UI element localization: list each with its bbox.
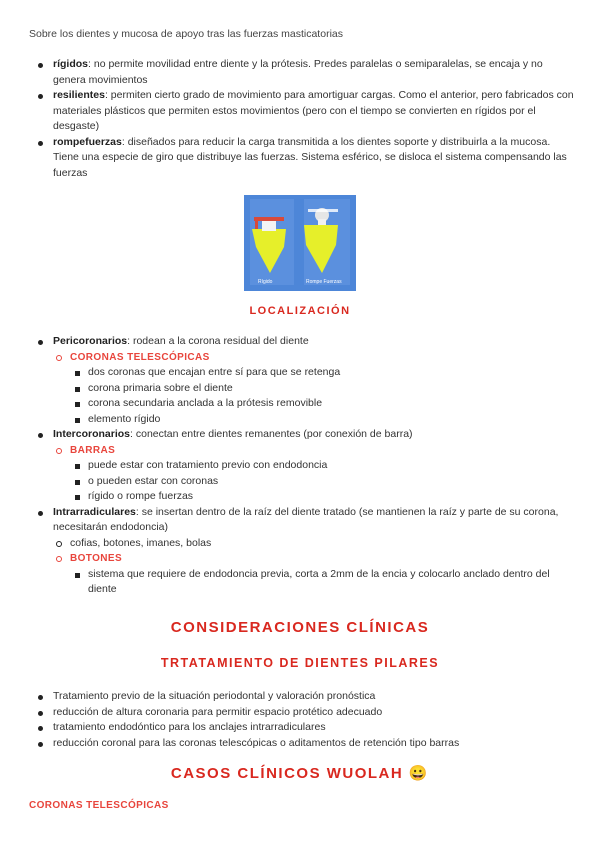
term: Pericoronarios [53,335,128,347]
list-item: tratamiento endodóntico para los anclajes intrarradiculares [38,720,578,736]
list-item [38,88,578,135]
types-list [38,57,578,181]
definition: : rodean a la corona residual del diente [127,335,309,347]
list-item: Tratamiento previo de la situación periodontal y valoración pronóstica [38,689,578,705]
tratamiento-list [38,689,578,751]
casos-heading-text: CASOS CLÍNICOS WUOLAH [170,765,404,782]
section-heading [0,764,600,782]
figure-label-left: Rígido [258,279,273,285]
sub-sub-item: o pueden estar con coronas [38,474,578,490]
list-item [38,505,578,536]
subheading: CORONAS TELESCÓPICAS [70,351,210,363]
smile-emoji-icon: 😀 [408,765,430,782]
section-heading: LOCALIZACIÓN [249,305,351,317]
list-item [38,334,578,350]
sub-sub-item: sistema que requiere de endodoncia previa, corta a 2mm de la encia y colocarlo anclado dentro del diente [38,567,578,598]
list-item [38,135,578,182]
figure-label-right: Rompe Fuerzas [306,279,342,285]
section-heading: CONSIDERACIONES CLÍNICAS [170,619,430,636]
subsection-heading: CORONAS TELESCÓPICAS [29,800,169,811]
localizacion-list [38,334,578,598]
sub-list-item: cofias, botones, imanes, bolas [38,536,578,552]
definition: : se insertan dentro de la raíz del diente tratado (se mantienen la raíz y parte de su corona, necesitarán endodoncia) [53,505,559,533]
list-item [38,427,578,443]
list-item: reducción de altura coronaria para permitir espacio protético adecuado [38,705,578,721]
subheading: BARRAS [70,444,116,456]
sub-list-item [38,350,578,366]
definition: : diseñados para reducir la carga transmitida a los dientes soporte y distribuirla a la mucosa. Tiene una especie de giro que distribuye las fuerzas. Sistema esférico, se disloca el sistema compensando las fuerzas [53,135,567,179]
sub-sub-item: elemento rígido [38,412,578,428]
list-item: reducción coronal para las coronas telescópicas o aditamentos de retención tipo barras [38,736,578,752]
term: Intercoronarios [53,428,131,440]
sub-sub-item: corona secundaria anclada a la prótesis removible [38,396,578,412]
term: rompefuerzas [53,135,122,148]
sub-sub-item: dos coronas que encajan entre sí para que se retenga [38,365,578,381]
list-item [38,57,578,88]
term: Intrarradiculares [53,505,136,518]
sub-sub-item: corona primaria sobre el diente [38,381,578,397]
intro-text: Sobre los dientes y mucosa de apoyo tras las fuerzas masticatorias [29,28,343,40]
section-subheading: TRTATAMIENTO DE DIENTES PILARES [160,656,440,670]
sub-list-item [38,551,578,567]
sub-sub-item: rígido o rompe fuerzas [38,489,578,505]
definition: : permiten cierto grado de movimiento para amortiguar cargas. Como el anterior, pero fabricados con materiales plásticos que permiten estos movimientos (pero con el tiempo se convierten en rígidos por el desgaste) [53,89,574,132]
subheading: BOTONES [70,553,123,564]
sub-sub-item: puede estar con tratamiento previo con endodoncia [38,458,578,474]
term: resilientes [53,89,105,101]
attachment-figure [244,195,356,291]
sub-list-item [38,443,578,459]
definition: : conectan entre dientes remanentes (por conexión de barra) [130,428,413,440]
definition: : no permite movilidad entre diente y la prótesis. Predes paralelas o semiparalelas, se encaja y no genera movimientos [53,58,543,86]
term: rígidos [53,58,89,70]
